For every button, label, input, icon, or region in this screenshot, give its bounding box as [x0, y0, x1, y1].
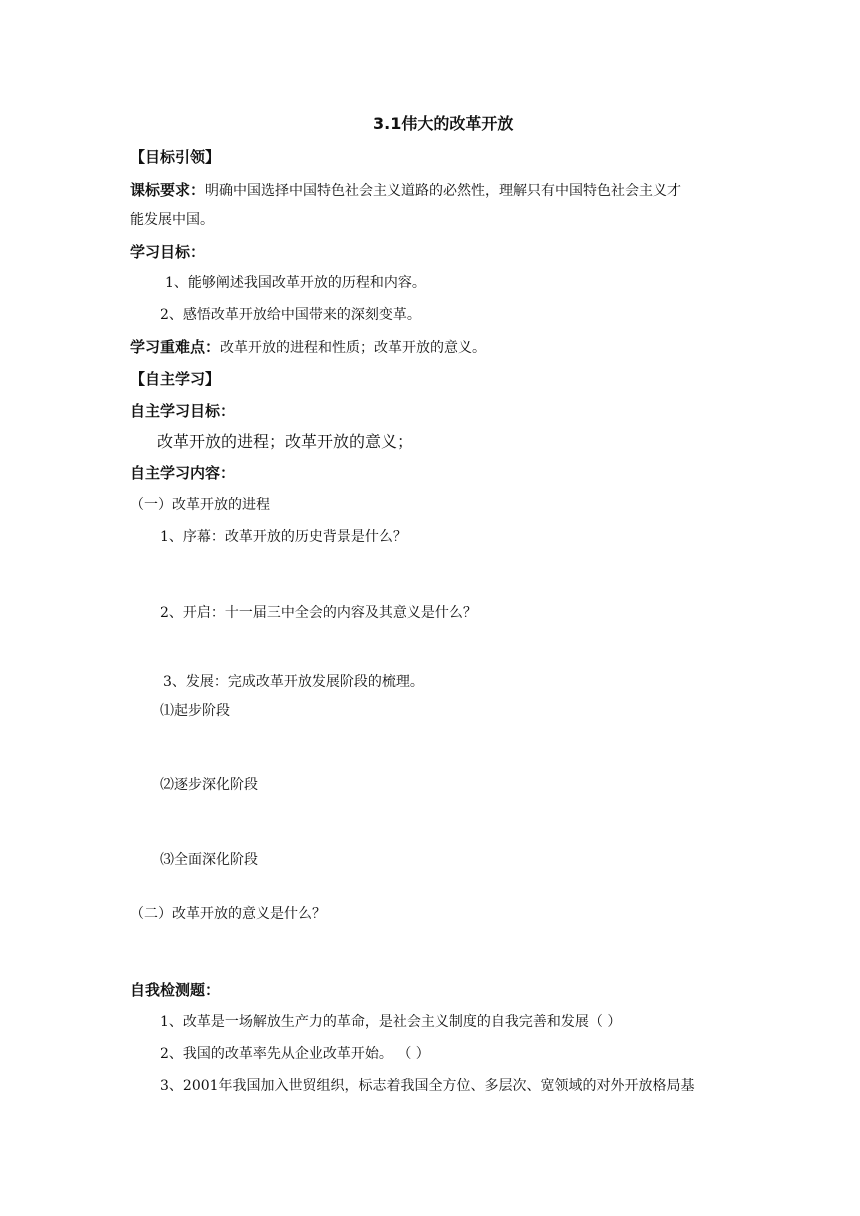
curriculum-text-2: 能发展中国。 — [130, 212, 214, 228]
part-two-heading: （二）改革开放的意义是什么？ — [130, 906, 326, 922]
learning-goal-1: 1、能够阐述我国改革开放的历程和内容。 — [165, 275, 426, 291]
key-points-text: 改革开放的进程和性质；改革开放的意义。 — [220, 340, 487, 356]
learning-goal-2: 2、感悟改革开放给中国带来的深刻变革。 — [160, 307, 421, 323]
part-one-heading: （一）改革开放的进程 — [130, 497, 270, 513]
question-3: 3、发展：完成改革开放发展阶段的梳理。 — [163, 674, 424, 690]
learning-goals-label: 学习目标： — [130, 243, 206, 261]
section-heading-self-study: 【自主学习】 — [130, 370, 221, 388]
page-title: 3.1伟大的改革开放 — [373, 114, 514, 133]
key-points-line — [130, 337, 486, 358]
key-points-label: 学习重难点： — [130, 338, 221, 356]
question-1: 1、序幕：改革开放的历史背景是什么？ — [160, 529, 407, 545]
self-study-content-label: 自主学习内容： — [130, 464, 236, 482]
test-item-3: 3、2001年我国加入世贸组织，标志着我国全方位、多层次、宽领域的对外开放格局基 — [160, 1078, 695, 1094]
stage-2: ⑵逐步深化阶段 — [160, 777, 258, 793]
test-item-1: 1、改革是一场解放生产力的革命，是社会主义制度的自我完善和发展（ ） — [160, 1014, 622, 1030]
test-item-2: 2、我国的改革率先从企业改革开始。 （ ） — [160, 1046, 430, 1062]
stage-3: ⑶全面深化阶段 — [160, 852, 258, 868]
curriculum-line-1 — [130, 180, 681, 201]
question-2: 2、开启：十一届三中全会的内容及其意义是什么？ — [160, 605, 477, 621]
curriculum-text-1: 明确中国选择中国特色社会主义道路的必然性，理解只有中国特色社会主义才 — [205, 183, 682, 199]
curriculum-label: 课标要求： — [130, 181, 206, 199]
self-test-label: 自我检测题： — [130, 981, 221, 999]
section-heading-goals: 【目标引领】 — [130, 148, 221, 166]
stage-1: ⑴起步阶段 — [160, 703, 230, 719]
self-study-goals-text: 改革开放的进程；改革开放的意义； — [157, 432, 414, 451]
self-study-goals-label: 自主学习目标： — [130, 402, 236, 420]
